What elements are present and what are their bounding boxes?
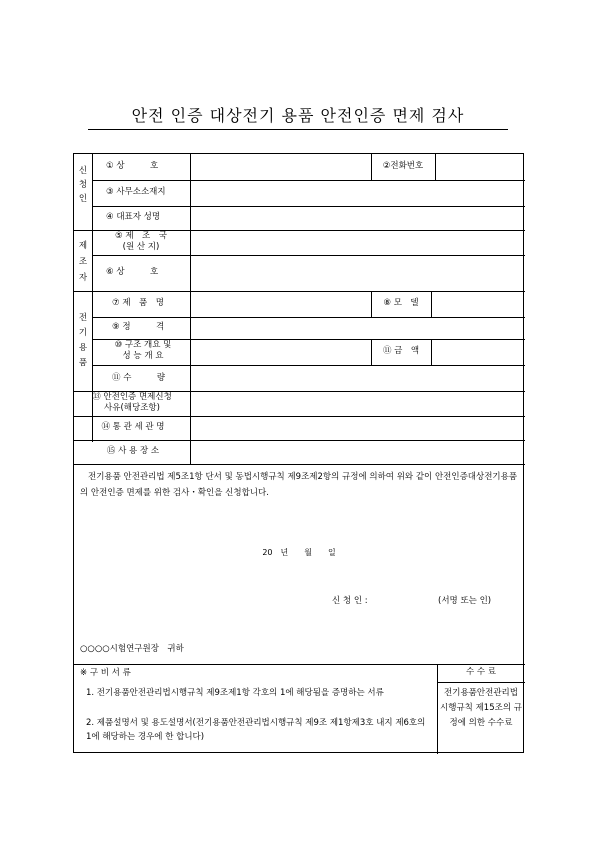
- label-phone: ②전화번호: [382, 161, 424, 171]
- row-line-10: [74, 416, 525, 417]
- label-exemption-reason: ⑬ 안전인증 면제신청 사유(해당조항): [92, 392, 172, 413]
- label-office-address: ③ 사무소소재지: [106, 187, 166, 197]
- row-line-8: [92, 365, 525, 366]
- row-line-6: [92, 317, 525, 318]
- row-line-12: [74, 464, 525, 465]
- label-representative: ④ 대표자 성명: [106, 212, 161, 222]
- fee-text: 전기용품안전관리법시행규칙 제15조의 규정에 의한 수수료: [440, 688, 522, 728]
- group-applicant-label: 신 청 인: [78, 166, 88, 204]
- applicant-signature-label: 신 청 인 :: [332, 596, 368, 606]
- label-structure-performance: ⑩ 구조 개요 및 성 능 개 요: [114, 340, 172, 361]
- signature-or-seal: (서명 또는 인): [438, 596, 492, 606]
- row-line-5: [74, 291, 525, 292]
- application-date: 20 년 월 일: [262, 548, 336, 557]
- application-form: [73, 153, 524, 753]
- application-statement: 전기용품 안전관리법 제5조1항 단서 및 동법시행규칙 제9조제2항의 규정에 의하여 위와 같이 안전인증대상전기용품의 안전인증 면제를 위한 검사・확인을 신청합니다.: [80, 472, 518, 498]
- title-underline: [88, 129, 508, 130]
- row-line-1: [92, 180, 525, 181]
- row-line-2: [92, 206, 525, 207]
- row-line-11: [74, 440, 525, 441]
- label-product-name: ⑦ 제 품 명: [112, 298, 164, 308]
- label-maker-name: ⑥ 상 호: [106, 267, 159, 277]
- amount-label-right: [431, 339, 432, 365]
- required-doc-1: 1. 전기용품안전관리법시행규칙 제9조제1항 각호의 1에 해당됨을 증명하는 서류: [86, 688, 384, 698]
- label-rating: ⑨ 정 격: [112, 322, 165, 332]
- label-column-divider: [190, 154, 191, 464]
- label-amount: ⑪ 금 액: [382, 346, 420, 356]
- group-maker-label: 제 조 자: [78, 241, 88, 283]
- required-docs-header: ※ 구 비 서 류: [80, 668, 131, 678]
- label-customs-office: ⑭ 통 관 세 관 명: [101, 422, 165, 432]
- phone-label-right: [435, 154, 436, 180]
- label-company-name: ① 상 호: [106, 161, 159, 171]
- fee-header: 수 수 료: [465, 667, 497, 677]
- group-product-label: 전 기 용 품: [78, 313, 88, 368]
- docs-top-line: [74, 664, 525, 665]
- page-title: 안전 인증 대상전기 용품 안전인증 면제 검사: [131, 106, 465, 125]
- label-model: ⑧ 모 델: [383, 298, 419, 308]
- model-label-right: [431, 291, 432, 317]
- required-doc-2: 2. 제품설명서 및 용도설명서(전기용품안전관리법시행규칙 제9조 제1항제3호 내지 제6호의 1에 해당하는 경우에 한 합니다): [86, 718, 426, 742]
- label-country-origin: ⑤ 제 조 국 (원 산 지): [115, 231, 167, 252]
- addressee: ○○○○시험연구원장 귀하: [80, 644, 184, 654]
- label-place-of-use: ⑮ 사 용 장 소: [106, 446, 160, 456]
- fee-header-line: [437, 682, 525, 683]
- label-quantity: ⑪ 수 량: [112, 373, 166, 383]
- row-line-4: [92, 255, 525, 256]
